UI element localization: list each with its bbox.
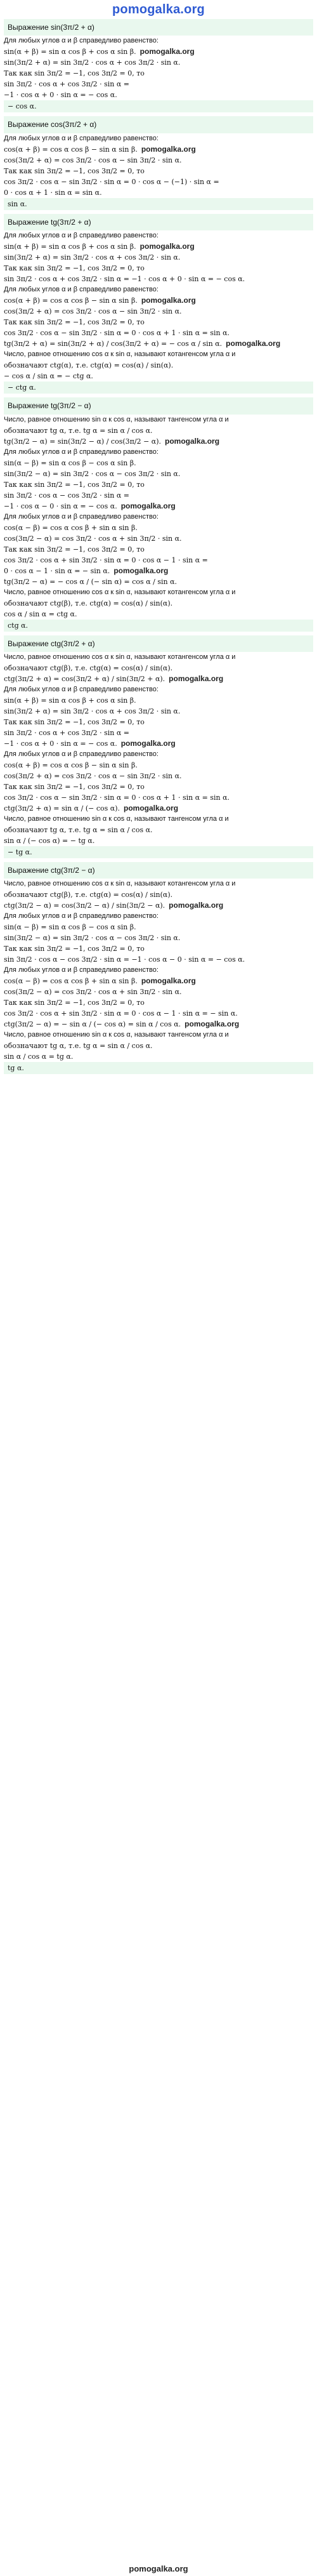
solution-section [4,635,313,858]
answer-line: − tg α. [4,846,313,858]
solution-line: sin α / cos α = tg α. [4,1052,74,1061]
solution-line: cos 3π/2 · cos α − sin 3π/2 · sin α = 0 · cos α − (−1) · sin α = [4,177,219,186]
solution-line [4,1019,313,1030]
solution-line: cos 3π/2 · cos α + sin 3π/2 · sin α = 0 · cos α − 1 · sin α = [4,555,208,564]
solution-line: Так как sin 3π/2 = −1, cos 3π/2 = 0, то [4,480,145,489]
solution-line: sin 3π/2 · cos α + cos 3π/2 · sin α = [4,80,129,89]
solution-line: cos(3π/2 + α) = cos 3π/2 · cos α − sin 3π/2 · sin α. [4,307,182,316]
section-title: Выражение tg(3π/2 + α) [4,214,313,230]
solution-line [4,436,313,447]
solution-line: обозначают tg α, т.е. tg α = sin α / cos α. [4,426,153,435]
solution-line: Число, равное отношению cos α к sin α, называют котангенсом угла α и [4,350,236,359]
solution-line: sin(3π/2 + α) = sin 3π/2 · cos α + cos 3π/2 · sin α. [4,58,181,67]
solution-line: Так как sin 3π/2 = −1, cos 3π/2 = 0, то [4,999,145,1007]
solution-line: sin(α + β) = sin α cos β + cos α sin β. [4,696,136,705]
formula-text: sin(α + β) = sin α cos β + cos α sin β. [4,48,136,56]
solution-section [4,862,313,1074]
formula-text: ctg(3π/2 + α) = sin α / (− cos α). [4,804,120,813]
formula-text: tg(3π/2 + α) = sin(3π/2 + α) / cos(3π/2 + α) = − cos α / sin α. [4,340,223,349]
solution-line: Для любых углов α и β справедливо равенство: [4,912,158,920]
solution-line: Для любых углов α и β справедливо равенство: [4,134,158,142]
formula-text: sin(α + β) = sin α cos β + cos α sin β. [4,242,136,251]
solution-line [4,144,313,155]
solution-line: sin 3π/2 · cos α + cos 3π/2 · sin α = [4,728,129,737]
formula-text: −1 · cos α + 0 · sin α = − cos α. [4,739,117,748]
watermark: pomogalka.org [124,803,179,813]
solution-line [4,900,313,911]
section-title: Выражение tg(3π/2 − α) [4,397,313,414]
solution-line: cos α / sin α = ctg α. [4,609,77,618]
solution-line: sin(3π/2 − α) = sin 3π/2 · cos α − cos 3π/2 · sin α. [4,469,181,478]
answer-line: − ctg α. [4,382,313,394]
formula-text: tg(3π/2 − α) = sin(3π/2 − α) / cos(3π/2 − α). [4,437,162,446]
solution-line: cos(3π/2 + α) = cos 3π/2 · cos α − sin 3π/2 · sin α. [4,156,182,164]
solution-line: Число, равное отношению cos α к sin α, называют котангенсом угла α и [4,588,236,596]
watermark: pomogalka.org [139,47,195,56]
solution-line [4,295,313,306]
solution-line: Число, равное отношению cos α к sin α, называют котангенсом угла α и [4,653,236,661]
solution-line: − cos α / sin α = − ctg α. [4,372,93,381]
solution-line [4,501,313,512]
solution-line [4,566,313,576]
solution-line: Для любых углов α и β справедливо равенство: [4,512,158,521]
solution-line: Так как sin 3π/2 = −1, cos 3π/2 = 0, то [4,166,145,175]
solution-line: Для любых углов α и β справедливо равенство: [4,750,158,758]
formula-text: ctg(3π/2 − α) = cos(3π/2 − α) / sin(3π/2 − α). [4,901,165,910]
solution-line: cos 3π/2 · cos α + sin 3π/2 · sin α = 0 · cos α − 1 · sin α = − sin α. [4,1009,238,1018]
solution-line: Для любых углов α и β справедливо равенство: [4,966,158,974]
solution-line: sin 3π/2 · cos α − cos 3π/2 · sin α = [4,491,129,500]
solution-line: sin(α − β) = sin α cos β − cos α sin β. [4,923,136,932]
solution-line: cos(3π/2 − α) = cos 3π/2 · cos α + sin 3π/2 · sin α. [4,534,182,543]
solution-line: sin 3π/2 · cos α − cos 3π/2 · sin α = −1 · cos α − 0 · sin α = − cos α. [4,955,245,964]
solution-line: sin(3π/2 + α) = sin 3π/2 · cos α + cos 3π/2 · sin α. [4,253,181,262]
answer-line: − cos α. [4,100,313,112]
solution-line [4,46,313,57]
solution-line: Число, равное отношению sin α к cos α, называют тангенсом угла α и [4,415,229,423]
solution-section [4,397,313,631]
section-title: Выражение sin(3π/2 + α) [4,19,313,36]
section-title: Выражение ctg(3π/2 + α) [4,635,313,652]
watermark: pomogalka.org [226,339,281,349]
formula-text: cos(α − β) = cos α cos β + sin α sin β. [4,977,138,986]
formula-text: −1 · cos α − 0 · sin α = − cos α. [4,501,117,510]
solution-line: Так как sin 3π/2 = −1, cos 3π/2 = 0, то [4,545,145,554]
solution-line: Так как sin 3π/2 = −1, cos 3π/2 = 0, то [4,717,145,726]
solution-line: Для любых углов α и β справедливо равенство: [4,232,158,240]
solution-line: cos 3π/2 · cos α − sin 3π/2 · sin α = 0 · cos α + 1 · sin α = sin α. [4,329,230,338]
solution-line: cos(3π/2 + α) = cos 3π/2 · cos α − sin 3π/2 · sin α. [4,771,182,780]
solution-line: обозначают ctg(β), т.е. ctg(α) = cos(α) / sin(α). [4,663,173,672]
watermark: pomogalka.org [141,144,196,154]
solution-line: sin(3π/2 + α) = sin 3π/2 · cos α + cos 3π/2 · sin α. [4,707,181,715]
formula-text: cos(α + β) = cos α cos β − sin α sin β. [4,145,138,154]
section-title: Выражение cos(3π/2 + α) [4,116,313,133]
solution-line: Для любых углов α и β справедливо равенство: [4,286,158,294]
watermark: pomogalka.org [165,436,220,446]
solution-line [4,674,313,684]
answer-line: tg α. [4,1062,313,1074]
solution-line: обозначают ctg(β), т.е. ctg(α) = cos(α) / sin(α). [4,891,173,900]
solution-line: cos(α + β) = cos α cos β − sin α sin β. [4,760,138,769]
solution-line: Так как sin 3π/2 = −1, cos 3π/2 = 0, то [4,782,145,791]
solution-line: sin(α − β) = sin α cos β − cos α sin β. [4,458,136,467]
solution-line: sin α / (− cos α) = − tg α. [4,836,95,845]
solution-section [4,116,313,209]
site-footer [0,2561,317,2576]
solution-line: Число, равное отношению cos α к sin α, называют котангенсом угла α и [4,880,236,888]
solution-line: cos(α − β) = cos α cos β + sin α sin β. [4,523,138,532]
watermark: pomogalka.org [169,901,224,910]
solution-section [4,19,313,112]
section-title: Выражение ctg(3π/2 − α) [4,862,313,879]
solution-line: Для любых углов α и β справедливо равенство: [4,448,158,456]
solution-line [4,241,313,252]
formula-text: cos(α + β) = cos α cos β − sin α sin β. [4,296,138,305]
watermark: pomogalka.org [120,738,176,748]
solution-line: Так как sin 3π/2 = −1, cos 3π/2 = 0, то [4,69,145,78]
footer-logo-text[interactable]: pomogalka.org [129,2563,188,2573]
watermark: pomogalka.org [120,501,176,510]
solution-content [0,19,317,1074]
solution-line: Так как sin 3π/2 = −1, cos 3π/2 = 0, то [4,945,145,953]
formula-text: 0 · cos α − 1 · sin α = − sin α. [4,566,110,575]
solution-line: Число, равное отношению sin α к cos α, называют тангенсом угла α и [4,1031,229,1039]
solution-line: cos 3π/2 · cos α − sin 3π/2 · sin α = 0 · cos α + 1 · sin α = sin α. [4,793,230,802]
solution-section [4,214,313,394]
answer-line: sin α. [4,198,313,210]
solution-line [4,338,313,349]
site-header [0,0,317,19]
solution-line: Для любых углов α и β справедливо равенство: [4,685,158,693]
solution-line: обозначают tg α, т.е. tg α = sin α / cos α. [4,1042,153,1051]
watermark: pomogalka.org [113,566,169,575]
solution-line: Так как sin 3π/2 = −1, cos 3π/2 = 0, то [4,318,145,327]
watermark: pomogalka.org [139,242,195,251]
watermark: pomogalka.org [184,1019,240,1029]
solution-line: tg(3π/2 − α) = − cos α / (− sin α) = cos α / sin α. [4,577,177,586]
solution-line: обозначают tg α, т.е. tg α = sin α / cos α. [4,825,153,834]
site-logo-text[interactable]: pomogalka.org [112,2,205,17]
formula-text: ctg(3π/2 + α) = cos(3π/2 + α) / sin(3π/2 + α). [4,674,165,683]
watermark: pomogalka.org [169,674,224,683]
solution-line: обозначают ctg(β), т.е. ctg(α) = cos(α) / sin(α). [4,599,173,607]
solution-line [4,803,313,814]
formula-text: ctg(3π/2 − α) = − sin α / (− cos α) = sin α / cos α. [4,1020,181,1029]
answer-line: ctg α. [4,620,313,632]
solution-line: −1 · cos α + 0 · sin α = − cos α. [4,91,117,100]
solution-line [4,976,313,986]
solution-line: Так как sin 3π/2 = −1, cos 3π/2 = 0, то [4,264,145,273]
watermark: pomogalka.org [141,976,196,986]
solution-line: sin(3π/2 − α) = sin 3π/2 · cos α − cos 3π/2 · sin α. [4,934,181,943]
solution-line: Для любых углов α и β справедливо равенство: [4,37,158,45]
watermark: pomogalka.org [141,296,196,305]
solution-line: Число, равное отношению sin α к cos α, называют тангенсом угла α и [4,814,229,823]
solution-line: sin 3π/2 · cos α + cos 3π/2 · sin α = −1 · cos α + 0 · sin α = − cos α. [4,275,245,284]
solution-line [4,738,313,749]
solution-line: 0 · cos α + 1 · sin α = sin α. [4,188,102,197]
solution-line: обозначают ctg(α), т.е. ctg(α) = cos(α) / sin(α). [4,361,174,370]
solution-line: cos(3π/2 − α) = cos 3π/2 · cos α + sin 3π/2 · sin α. [4,988,182,997]
